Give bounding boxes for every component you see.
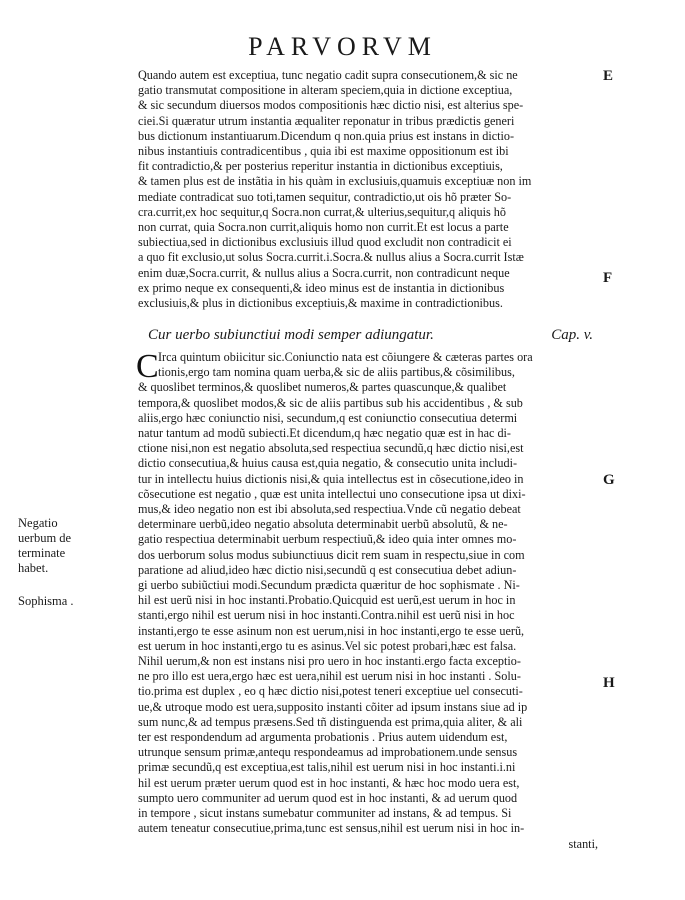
text-line: ciei.Si quæratur utrum instantia æqualiter reponatur in tribus prædictis generi [138,113,515,128]
margin-note-line: habet. [18,561,49,575]
text-line: ue,& utroque modo est uera,supposito instanti cõiter ad ipsum instans siue ad ip [138,699,528,714]
text-line: mus,& ideo negatio non est ibi absoluta,sed respectiua.Vnde cũ negatio debeat [138,502,521,517]
text-line: determinare uerbũ,ideo negatio absoluta determinabit uerbũ absolutũ, & ne- [138,517,508,532]
text-line: Quando autem est exceptiua, tunc negatio cadit supra consecutionem,& sic ne [138,68,518,82]
margin-note-sophisma [18,594,130,609]
text-line: gatio respectiua determinabit uerbum respectiuũ,& ideo quia inter omnes mo- [138,532,517,547]
text-line: non currat, quia Socra.non currit,aliquis homo non currit.Et est locus a parte [138,220,509,235]
text-line: ter est respondendum ad argumenta probationis . Prius autem uidendum est, [138,730,508,745]
text-line: gi uerbo subiũctiui modi.Secundum prædicta quæritur de hoc sophismate . Ni- [138,578,520,593]
text-line: autem teneatur consecutiue,prima,tunc est sensus,nihil est uerum nisi in hoc in- [138,821,525,836]
text-line: mediate contradicat suo toti,tamen sequitur, contradictio,ut ois hõ præter So- [138,189,512,204]
text-line: tempora,& quoslibet modos,& sic de aliis partibus sub his accidentibus , & sub [138,395,523,410]
text-line: & tamen plus est de instãtia in his quàm in exclusiuis,quamuis exceptiuæ non im [138,174,532,189]
text-line: subiectiua,sed in dictionibus exclusiuis illud quod excludit non contradicit ei [138,235,512,250]
text-line: Irca quintum obiicitur sic.Coniunctio nata est cõiungere & cæteras partes ora [158,350,533,364]
margin-note-line: Negatio [18,516,58,530]
text-line: tur in intellectu huius dictionis nisi,& quia intellectus est in cõsecutione,ideo in [138,471,524,486]
text-line: stanti, [568,836,598,851]
text-line: ctione nisi,non est negatio absoluta,sed respectiua secundũ,q hæc dictio nisi,est [138,441,524,456]
text-line: cra.currit,ex hoc sequitur,q Socra.non currat,& ulterius,sequitur,q aliquis hõ [138,204,506,219]
text-line: est uerum in hoc instanti,ergo tu es asinus.Vel sic potest probari,hæc est falsa. [138,638,517,653]
paragraph-1 [138,68,598,311]
chapter-title: Cur uerbo subiunctiui modi semper adiungatur. [148,327,434,343]
text-line: ex primo neque ex consequenti,& ideo minus est de instantia in dictionibus [138,280,505,295]
text-line: instanti,ergo te esse asinum non est uerum,nisi in hoc instanti,ergo te esse uerũ, [138,623,525,638]
margin-note-line: uerbum de [18,531,72,545]
margin-letter-h: H [603,675,615,691]
margin-note-negatio [18,516,130,576]
margin-note-line: Sophisma . [18,594,74,608]
text-line: bus dictionum instantiuarum.Dicendum q non.quia prius est instans in dictio- [138,128,515,143]
text-line: fit contradictio,& per posterius reperitur instantia in dictionibus exceptiuis, [138,159,503,174]
text-line: & quoslibet terminos,& quoslibet numeros,& partes quascunque,& qualibet [138,380,507,395]
margin-letter-g: G [603,472,615,488]
text-line: enim duæ,Socra.currit, & nullus alius a Socra.currit, non contradicunt neque [138,265,510,280]
text-line: gatio transmutat compositione in alteram speciem,quia in dictione exceptiua, [138,83,513,98]
text-line: aliis,ergo hæc coniunctio nisi, secundum,q est coniunctio consecutiua determi [138,410,518,425]
text-line: dos uerborum solus modus subiunctiuus dicit rem suam in respectu,siue in com [138,547,525,562]
text-line: primæ secundũ,q est exceptiua,est talis,nihil est uerum nisi in hoc instanti.i.ni [138,760,516,775]
text-line: sum nunc,& ad tempus præsens.Sed tñ distinguenda est prima,quia aliter, & ali [138,714,523,729]
text-line: utrunque sensum primæ,antequ respondeamus ad improbationem.unde sensus [138,745,518,760]
text-line: tionis,ergo tam nomina quam uerba,& sic de aliis partibus,& cõsimilibus, [158,365,515,380]
margin-letter-e: E [603,68,614,84]
text-line: tio.prima est duplex , eo q hæc dictio nisi,potest teneri exceptiue uel consecuti- [138,684,523,699]
text-line: sumpto uero communiter ad uerum quod est in hoc instanti, & ad uerum quod [138,790,518,805]
paragraph-2 [138,350,598,852]
text-line: stanti,ergo nihil est uerum nisi in hoc instanti.Contra.nihil est uerũ nisi in hoc [138,608,515,623]
text-line: dictio consecutiua,& huius causa est,quia negatio, & consecutio unita includi- [138,456,518,471]
text-line: ne pro illo est uera,ergo hæc est uera,nihil est uerum nisi in hoc instanti . Solu- [138,669,521,684]
text-line: hil est uerũ nisi in hoc instanti.Probatio.Quicquid est uerũ,est uerum in hoc in [138,593,516,608]
margin-note-line: terminate [18,546,66,560]
margin-letter-f: F [603,270,613,286]
text-line: cõsecutione est negatio , quæ est unita intellectui uno consecutione ipsa ut dixi- [138,486,526,501]
text-line: exclusiuis,& plus in dictionibus exceptiuis,& maxime in contradictionibus. [138,296,503,311]
text-line: paratione ad aliud,ideo hæc dictio nisi,secundũ q est consecutiua debet adiun- [138,562,517,577]
text-line: nibus instantiuis contradicentibus , quia ibi est maxime oppositionum est ibi [138,144,509,159]
text-line: a quo fit exclusio,ut solus Socra.currit.i.Socra.& nullus alius a Socra.currit Istæ [138,250,524,265]
text-line: in tempore , sicut instans sumebatur communiter ad instans, & ad tempus. Si [138,806,512,821]
running-header: PARVORVM [248,32,437,61]
text-line: Nihil uerum,& non est instans nisi pro uero in hoc instanti.ergo facta exceptio- [138,654,521,669]
text-line: hil est uerum præter uerum quod est in hoc instanti, & hæc hoc modo uera est, [138,775,520,790]
drop-cap: C [136,348,159,385]
chapter-heading [148,326,593,344]
text-line: & sic secundum diuersos modos compositionis hæc dictio nisi, est alterius spe- [138,98,524,113]
text-line: natur tantum ad modũ subiecti.Et dicendum,q hæc negatio quæ est in hac di- [138,426,511,441]
chapter-label: Cap. v. [551,327,593,343]
